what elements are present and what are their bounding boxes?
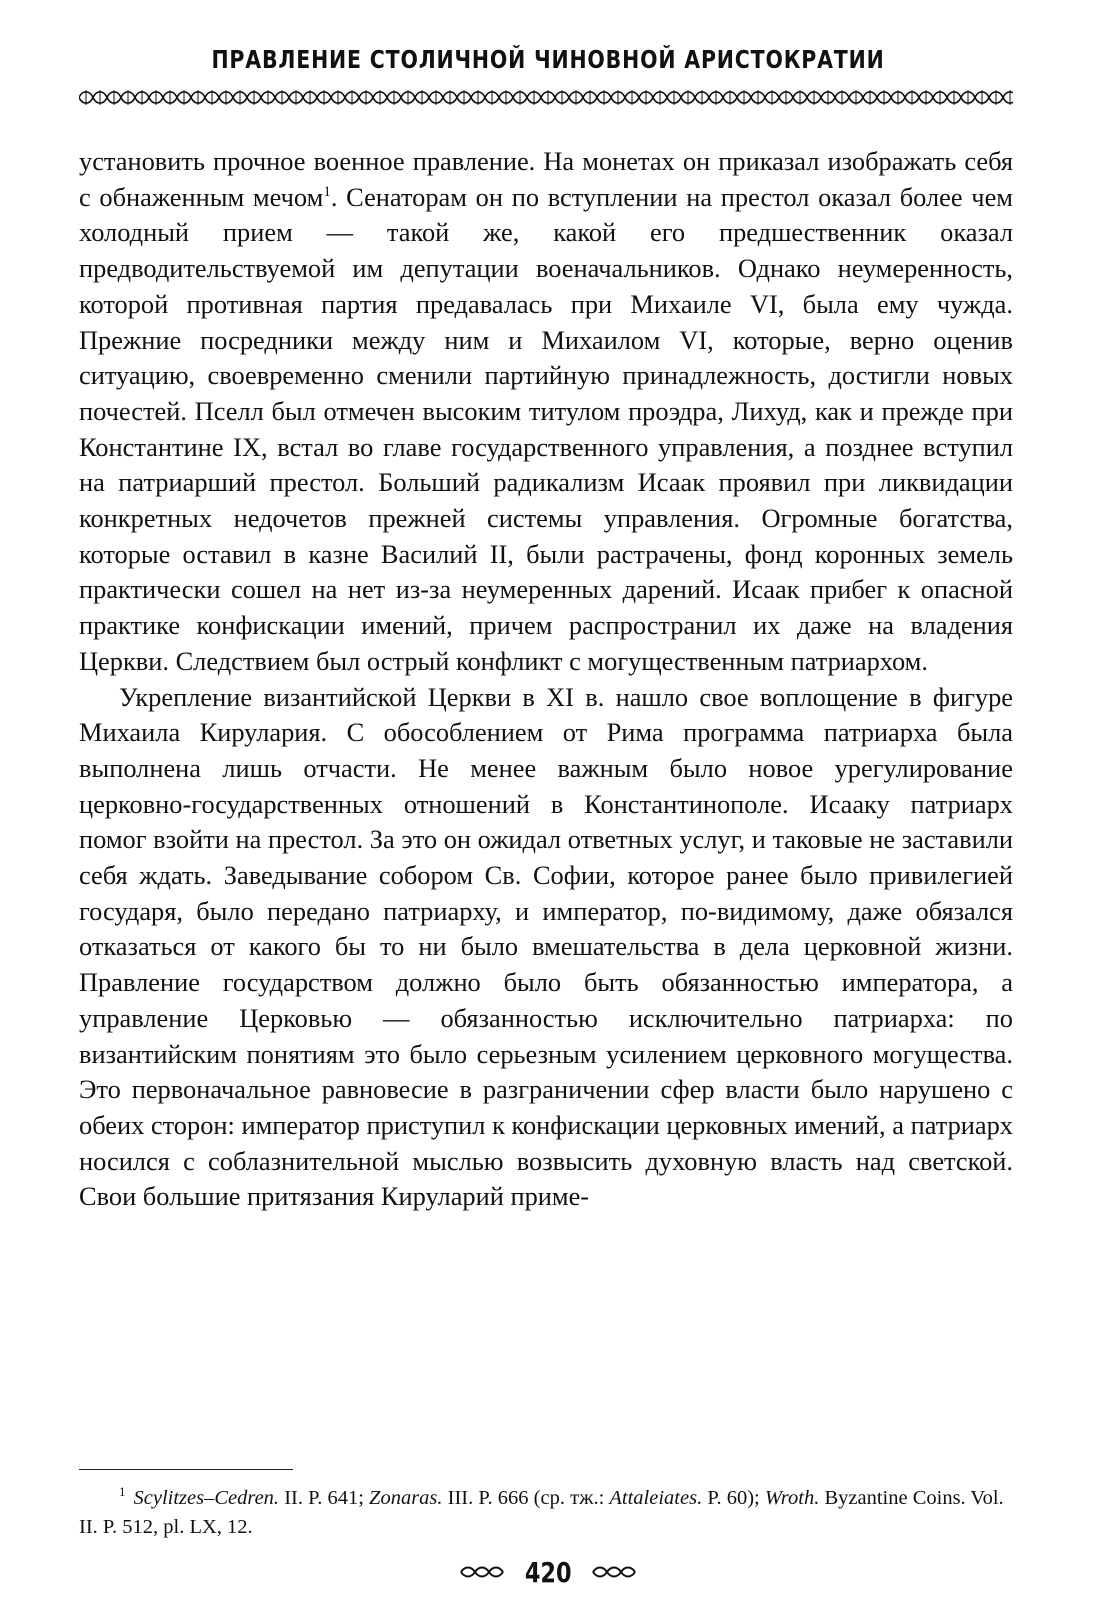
footnote-ref-1: II. P. 641;	[279, 1487, 370, 1509]
footnote-ref-2: III. P. 666 (ср. тж.:	[442, 1487, 610, 1509]
footnote-number: 1	[119, 1484, 126, 1500]
paragraph-1	[79, 144, 1013, 680]
footnote-source-3: Attaleiates.	[609, 1487, 703, 1509]
folio-ornament-right-icon	[591, 1565, 637, 1579]
footnote-source-1: Scylitzes–Cedren.	[133, 1487, 280, 1509]
footnote-ref-3: P. 60);	[702, 1487, 765, 1509]
footnote-source-2: Zonaras.	[369, 1487, 443, 1509]
footnote-reference: 1	[323, 183, 331, 200]
paragraph-1-text-end: . Сенаторам он по вступлении на престол оказал более чем холодный прием — такой же, какой его предшественник оказал предводительствуемой им депутации военачальников. Однако неумеренность, которой противная партия предавалась при Михаиле VI, была ему чужда. Прежние посредники между ним и Михаилом VI, которые, верно оценив ситуацию, своевременно сменили партийную принадлежность, достигли новых почестей. Пселл был отмечен высоким титулом проэдра, Лихуд, как и прежде при Константине IX, встал во главе государственного управления, а позднее вступил на патриарший престол. Больший радикализм Исаак проявил при ликвидации конкретных недочетов прежней системы управления. Огромные богатства, которые оставил в казне Василий II, были растрачены, фонд коронных земель практически сошел на нет из-за неумеренных дарений. Исаак прибег к опасной практике конфискации имений, причем распространил их даже на владения Церкви. Следствием был острый конфликт с могущественным патриархом.	[79, 181, 1013, 676]
folio-ornament-left-icon	[459, 1565, 505, 1579]
page-folio	[0, 1552, 1096, 1592]
paragraph-2: Укрепление византийской Церкви в XI в. нашло свое воплощение в фигуре Михаила Кирулария. С обособлением от Рима программа патриарха была выполнена лишь отчасти. Не менее важным было новое урегулирование церковно-государственных отношений в Константинополе. Исааку патриарх помог взойти на престол. За это он ожидал ответных услуг, и таковые не заставили себя ждать. Заведывание собором Св. Софии, которое ранее было привилегией государя, было передано патриарху, и император, по-видимому, даже обязался отказаться от какого бы то ни было вмешательства в дела церковной жизни. Правление государством должно было быть обязанностью императора, а управление Церковью — обязанностью исключительно патриарха: по византийским понятиям это было серьезным усилением церковного могущества. Это первоначальное равновесие в разграничении сфер власти было нарушено с обеих сторон: император приступил к конфискации церковных имений, а патриарх носился с соблазнительной мыслью возвысить духовную власть над светской. Свои большие притязания Кируларий приме-	[79, 681, 1013, 1212]
footnote-separator	[79, 1469, 293, 1470]
main-text	[79, 144, 1013, 1215]
footnote-ref-4: Byzantine Coins. Vol. II. P. 512, pl. LX, 12.	[79, 1487, 1004, 1538]
ornamental-rule	[79, 89, 1013, 106]
footnote-source-4: Wroth.	[764, 1487, 820, 1509]
page-number: 420	[524, 1555, 572, 1589]
running-header: ПРАВЛЕНИЕ СТОЛИЧНОЙ ЧИНОВНОЙ АРИСТОКРАТИИ	[211, 45, 885, 74]
footnote	[79, 1484, 1013, 1542]
paragraph-1-text-start: установить прочное военное правление. На монетах он приказал изображать себя с обнаженным мечом	[79, 146, 1013, 212]
